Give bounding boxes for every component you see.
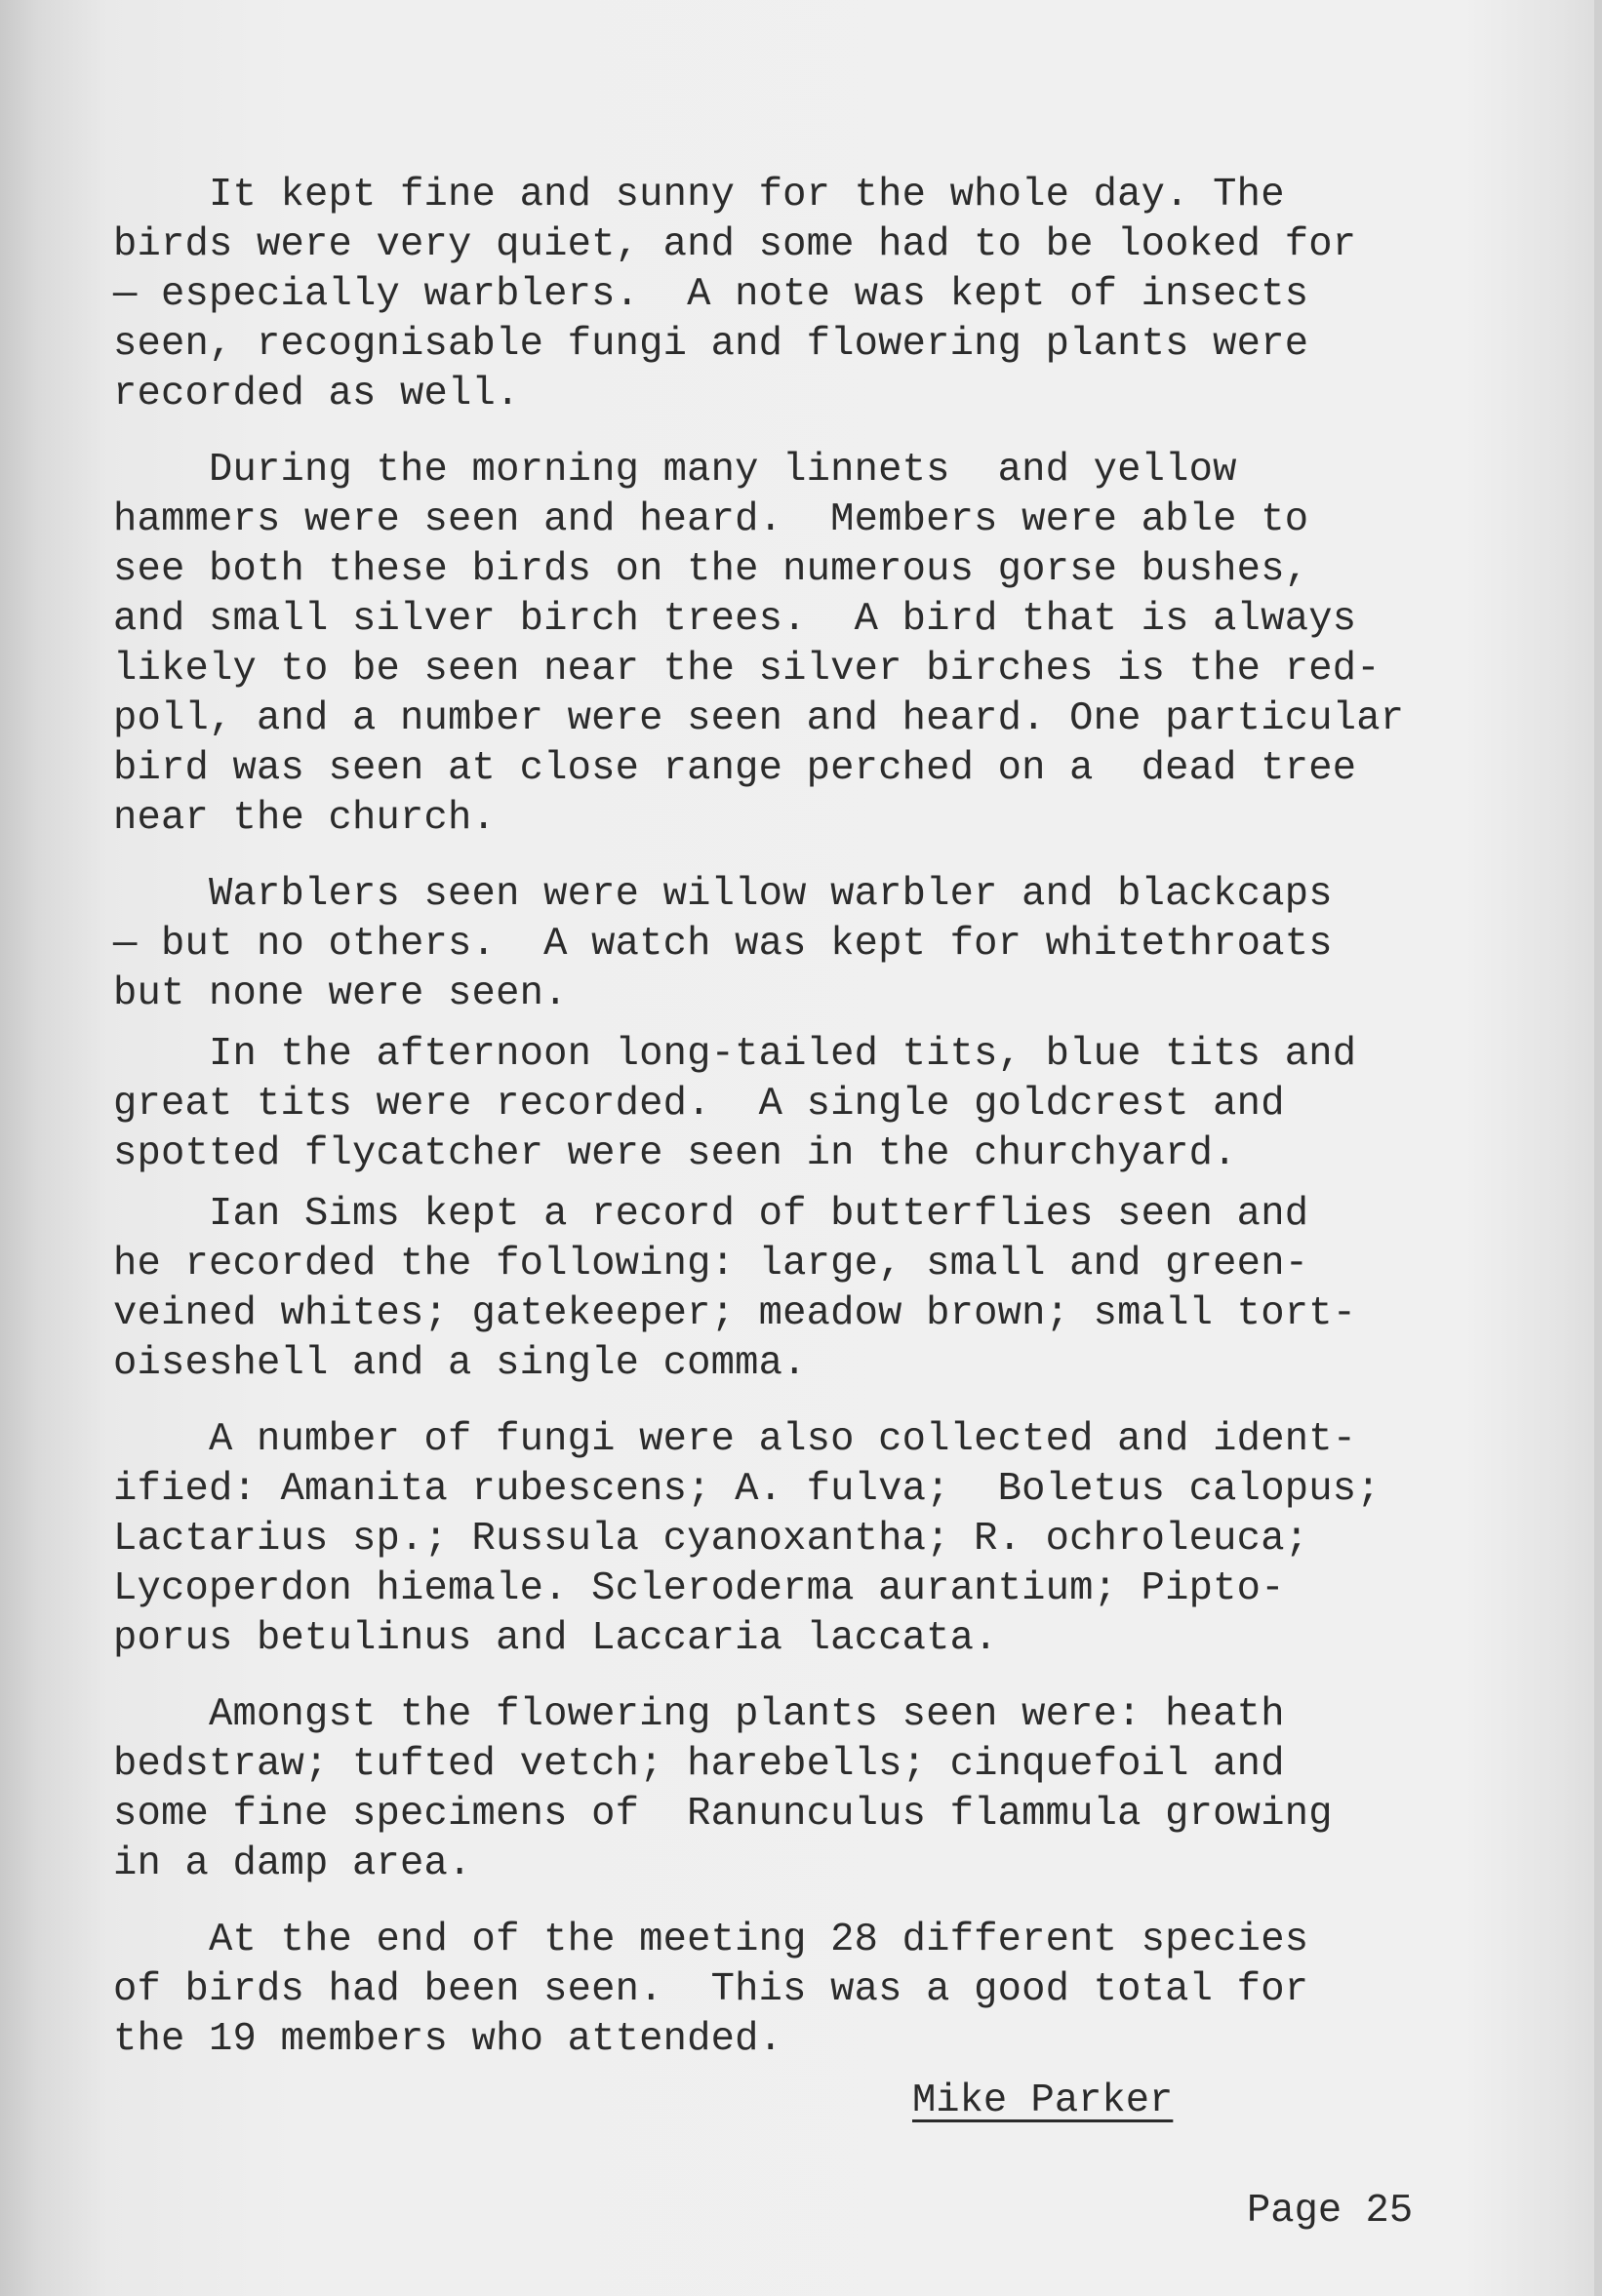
text-line: During the morning many linnets and yellow bbox=[113, 448, 1237, 493]
text-line: ified: Amanita rubescens; A. fulva; Boletus calopus; bbox=[113, 1467, 1381, 1512]
text-line: bird was seen at close range perched on a dead tree bbox=[113, 746, 1357, 791]
text-line: — especially warblers. A note was kept of insects bbox=[113, 272, 1309, 317]
text-line: Warblers seen were willow warbler and blackcaps bbox=[113, 872, 1333, 917]
paragraph-butterflies bbox=[113, 1190, 1508, 1389]
article-body bbox=[113, 171, 1508, 2065]
page-edge bbox=[1594, 0, 1602, 2296]
text-line: some fine specimens of Ranunculus flammula growing bbox=[113, 1792, 1333, 1837]
text-line: — but no others. A watch was kept for whitethroats bbox=[113, 922, 1333, 967]
text-line: oiseshell and a single comma. bbox=[113, 1341, 807, 1386]
text-line: hammers were seen and heard. Members were able to bbox=[113, 497, 1309, 542]
text-line: At the end of the meeting 28 different species bbox=[113, 1918, 1309, 1962]
text-line: porus betulinus and Laccaria laccata. bbox=[113, 1616, 998, 1661]
text-line: Lycoperdon hiemale. Scleroderma aurantium; Pipto- bbox=[113, 1566, 1285, 1611]
paragraph-fungi bbox=[113, 1415, 1508, 1664]
text-line: veined whites; gatekeeper; meadow brown; small tort- bbox=[113, 1291, 1357, 1336]
text-line: recorded as well. bbox=[113, 372, 520, 416]
paragraph-morning bbox=[113, 446, 1508, 844]
text-line: great tits were recorded. A single goldcrest and bbox=[113, 1082, 1285, 1127]
text-line: poll, and a number were seen and heard. One particular bbox=[113, 696, 1405, 741]
paragraph-warblers bbox=[113, 870, 1508, 1019]
text-line: Lactarius sp.; Russula cyanoxantha; R. ochroleuca; bbox=[113, 1517, 1309, 1562]
text-line: In the afternoon long-tailed tits, blue tits and bbox=[113, 1032, 1357, 1077]
text-line: Ian Sims kept a record of butterflies seen and bbox=[113, 1192, 1309, 1237]
paragraph-summary bbox=[113, 1916, 1508, 2065]
paragraph-afternoon bbox=[113, 1030, 1508, 1179]
text-line: birds were very quiet, and some had to be looked for bbox=[113, 222, 1357, 267]
text-line: It kept fine and sunny for the whole day. The bbox=[113, 173, 1285, 218]
paragraph-plants bbox=[113, 1690, 1508, 1889]
text-line: he recorded the following: large, small and green- bbox=[113, 1242, 1309, 1287]
text-line: in a damp area. bbox=[113, 1841, 472, 1886]
text-line: likely to be seen near the silver birches is the red- bbox=[113, 647, 1381, 692]
text-line: but none were seen. bbox=[113, 971, 568, 1016]
page-number: Page 25 bbox=[1247, 2189, 1414, 2234]
text-line: and small silver birch trees. A bird that is always bbox=[113, 597, 1357, 642]
text-line: seen, recognisable fungi and flowering plants were bbox=[113, 322, 1309, 367]
text-line: near the church. bbox=[113, 796, 497, 841]
text-line: A number of fungi were also collected and ident- bbox=[113, 1417, 1357, 1462]
text-line: Amongst the flowering plants seen were: heath bbox=[113, 1692, 1285, 1737]
text-line: of birds had been seen. This was a good total for bbox=[113, 1967, 1309, 2012]
paragraph-weather bbox=[113, 171, 1508, 419]
text-line: see both these birds on the numerous gorse bushes, bbox=[113, 547, 1309, 592]
text-line: bedstraw; tufted vetch; harebells; cinquefoil and bbox=[113, 1742, 1285, 1787]
author-signature: Mike Parker bbox=[912, 2078, 1174, 2123]
text-line: the 19 members who attended. bbox=[113, 2017, 783, 2062]
text-line: spotted flycatcher were seen in the churchyard. bbox=[113, 1131, 1237, 1176]
